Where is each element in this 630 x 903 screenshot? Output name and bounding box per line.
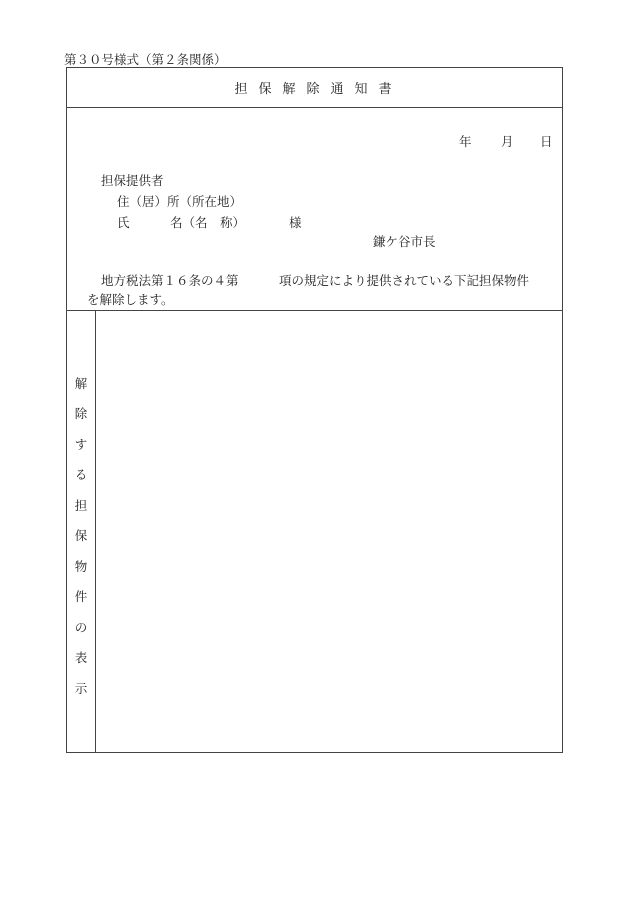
collateral-label-char: る <box>74 467 88 482</box>
title-row <box>67 68 562 108</box>
collateral-label-char: の <box>74 620 88 635</box>
collateral-label-column <box>67 311 96 752</box>
collateral-label-char: 担 <box>74 498 88 513</box>
collateral-label-char: 物 <box>74 559 88 574</box>
notice-form <box>66 67 563 753</box>
collateral-label-char: 解 <box>74 376 88 391</box>
issuer-title: 鎌ケ谷市長 <box>373 234 436 249</box>
collateral-label-char: 表 <box>74 650 88 665</box>
date-month: 月 <box>501 134 514 149</box>
notice-body <box>67 108 562 310</box>
honorific: 様 <box>289 215 302 230</box>
date-day: 日 <box>540 134 553 149</box>
statement-line1-part2: 項の規定により提供されている下記担保物件 <box>279 273 530 288</box>
form-number: 第３０号様式（第２条関係） <box>64 52 227 67</box>
address-label: 住（居）所（所在地） <box>117 194 243 209</box>
section-divider <box>67 310 562 311</box>
name-label-second: 名（名 称） <box>170 215 246 230</box>
statement-line1-part1: 地方税法第１６条の４第 <box>101 273 239 288</box>
collateral-label-char: 件 <box>74 589 88 604</box>
collateral-label-char: 保 <box>74 528 88 543</box>
statement-line2: を解除します。 <box>87 292 174 307</box>
collateral-label-char: 除 <box>74 406 88 421</box>
collateral-label-char: す <box>74 437 88 452</box>
name-label-first: 氏 <box>117 215 130 230</box>
addressee-heading: 担保提供者 <box>101 173 164 188</box>
document-title: 担保解除通知書 <box>234 82 403 97</box>
collateral-label-char: 示 <box>74 681 88 696</box>
date-year: 年 <box>459 134 472 149</box>
